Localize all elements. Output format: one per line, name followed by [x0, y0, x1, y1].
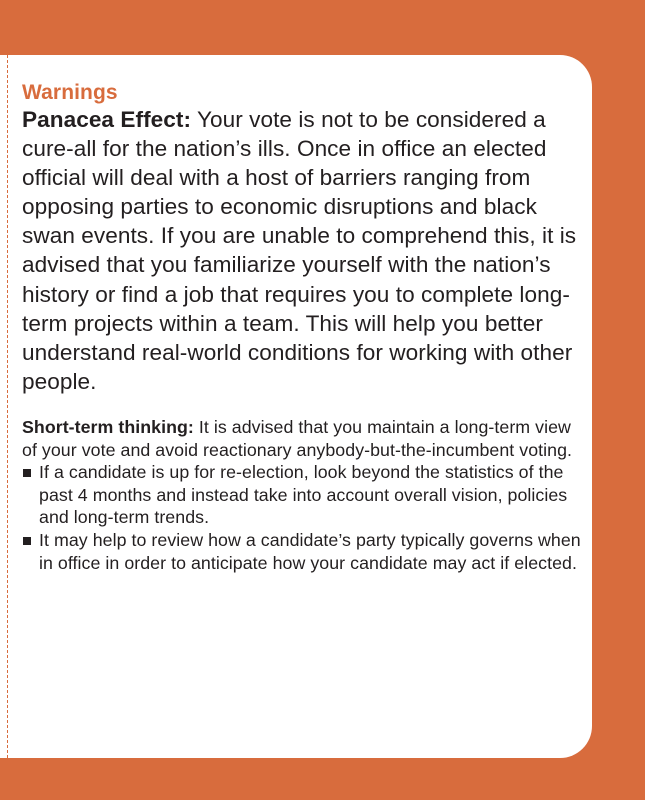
short-term-text: It is advised that you maintain a long-term view of your vote and avoid reactionary anybody-but-the-incumbent voting.	[22, 416, 572, 460]
list-item	[22, 461, 582, 529]
bullet-list	[22, 461, 582, 574]
warnings-card	[0, 55, 592, 758]
panacea-text: Your vote is not to be considered a cure-all for the nation’s ills. Once in office an elected official will deal with a host of barriers ranging from opposing parties to economic disruptions and black swan events. If you are unable to comprehend this, it is advised that you familiarize yourself with the nation’s history or find a job that requires you to complete long-term projects within a team. This will help you better understand real-world conditions for working with other people.	[22, 107, 577, 394]
bullet-text: It may help to review how a candidate’s party typically governs when in office in order to anticipate how your candidate may act if elected.	[39, 529, 581, 573]
bullet-square-icon	[23, 537, 31, 545]
card-dashed-border	[7, 55, 8, 758]
panacea-paragraph	[22, 105, 582, 396]
short-term-paragraph	[22, 416, 582, 461]
card-content	[22, 81, 582, 574]
panacea-lead: Panacea Effect:	[22, 107, 192, 132]
bullet-text: If a candidate is up for re-election, look beyond the statistics of the past 4 months and instead take into account overall vision, policies and long-term trends.	[39, 462, 568, 528]
short-term-lead: Short-term thinking:	[22, 416, 194, 437]
list-item	[22, 529, 582, 574]
section-title: Warnings	[22, 81, 118, 104]
bullet-square-icon	[23, 469, 31, 477]
